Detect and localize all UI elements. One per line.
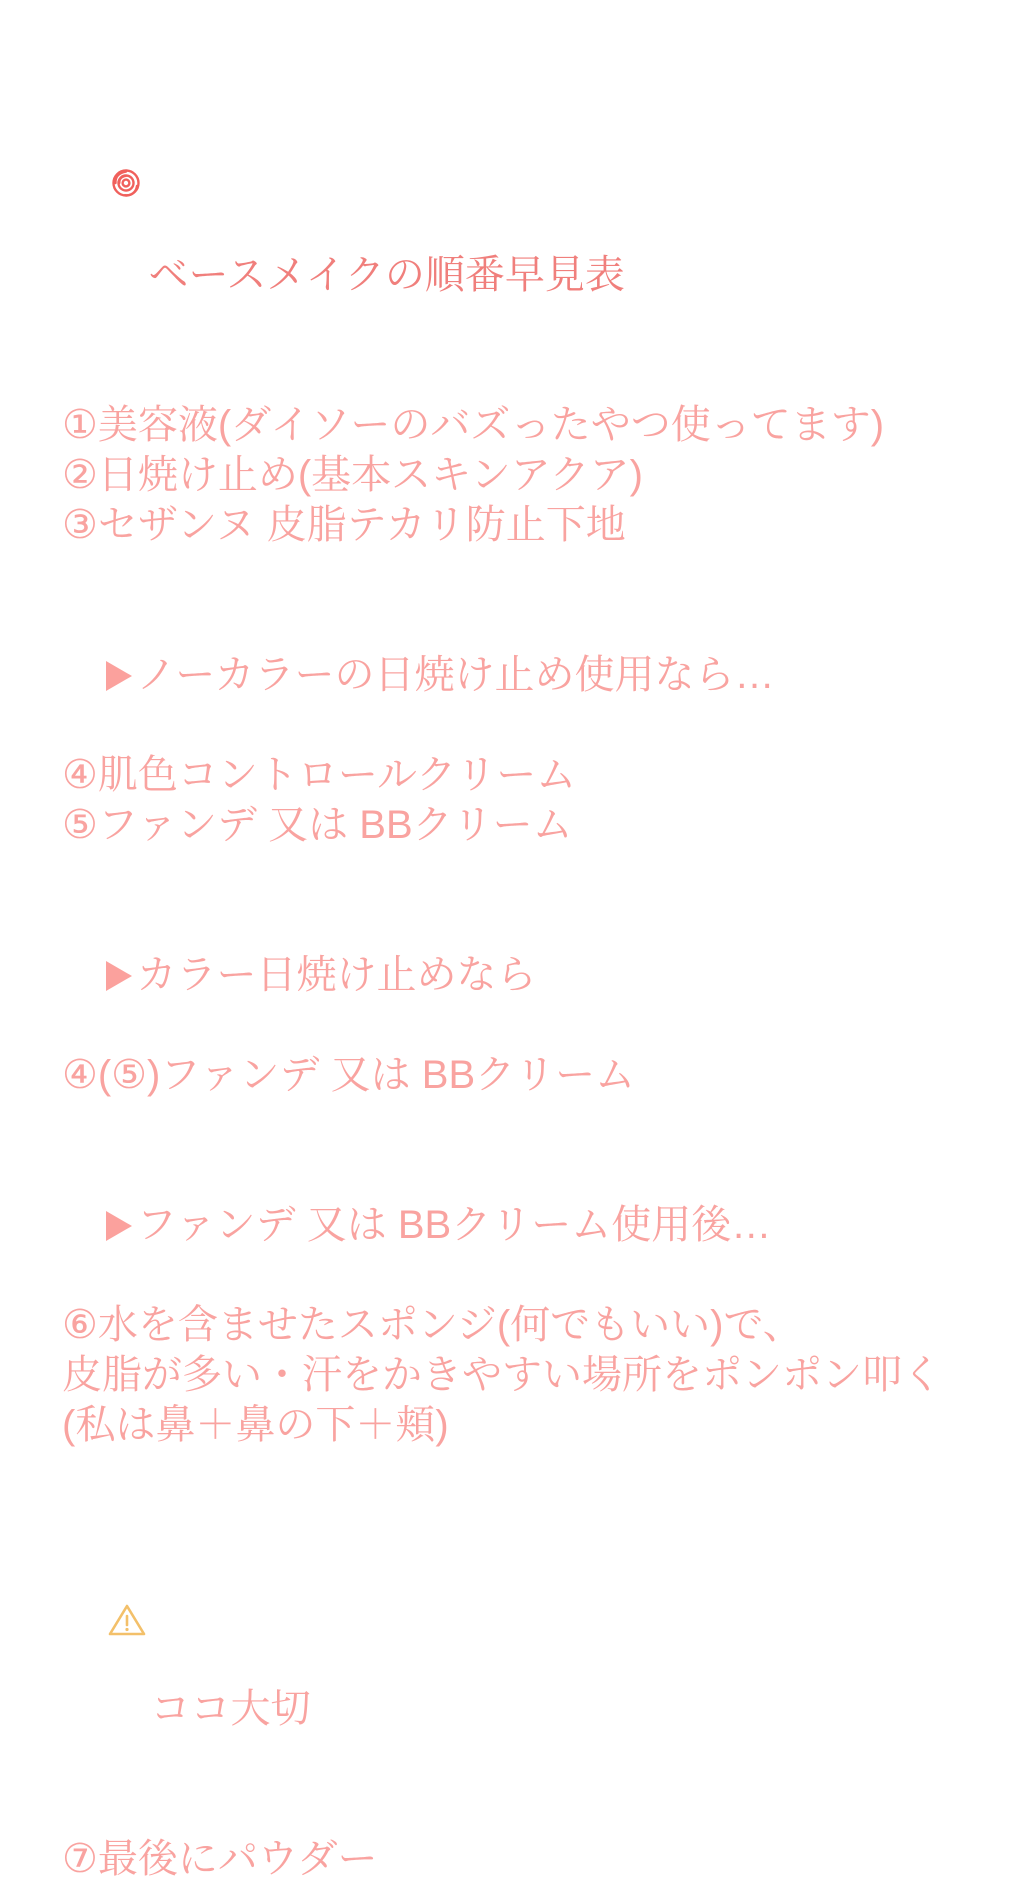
step-4-5-text: ④(⑤)ファンデ 又は BBクリーム (62, 1053, 636, 1097)
rose-icon (106, 64, 146, 104)
spacer (0, 350, 1024, 400)
title-text: ベースメイクの順番早見表 (148, 253, 625, 297)
section-after-foundation (0, 1150, 1024, 1300)
step-7-text: ⑦最後にパウダー (62, 1837, 378, 1881)
section-color-sunscreen-text: カラー日焼け止めなら (136, 953, 537, 997)
step-6-detail-text: 皮脂が多い・汗をかきやすい場所をポンポン叩く (62, 1353, 942, 1397)
step-6-note-text: (私は鼻＋鼻の下＋頬) (62, 1403, 449, 1447)
spacer (0, 1100, 1024, 1150)
step-6 (0, 1300, 1024, 1350)
step-5-text: ⑤ファンデ 又は BBクリーム (62, 803, 573, 847)
triangle-bullet-icon (106, 1211, 132, 1241)
step-6-text: ⑥水を含ませたスポンジ(何でもいい)で、 (62, 1303, 803, 1347)
step-7 (0, 1834, 1024, 1884)
step-1 (0, 400, 1024, 450)
step-4-5 (0, 1050, 1024, 1100)
step-5 (0, 800, 1024, 850)
step-1-text: ①美容液(ダイソーのバズったやつ使ってます) (62, 403, 885, 447)
spacer (0, 850, 1024, 900)
important-note-text: ココ大切 (150, 1687, 311, 1731)
step-4-text: ④肌色コントロールクリーム (62, 753, 577, 797)
step-6-note (0, 1400, 1024, 1450)
step-2 (0, 450, 1024, 500)
step-2-text: ②日焼け止め(基本スキンアクア) (62, 453, 643, 497)
warning-icon (106, 1500, 148, 1540)
section-no-color-sunscreen (0, 600, 1024, 750)
triangle-bullet-icon (106, 961, 132, 991)
step-4 (0, 750, 1024, 800)
section-color-sunscreen (0, 900, 1024, 1050)
spacer (0, 550, 1024, 600)
spacer (0, 1784, 1024, 1834)
step-3 (0, 500, 1024, 550)
section-no-color-sunscreen-text: ノーカラーの日焼け止め使用なら… (136, 653, 775, 697)
important-note (0, 1450, 1024, 1784)
section-after-foundation-text: ファンデ 又は BBクリーム使用後… (136, 1203, 772, 1247)
triangle-bullet-icon (106, 661, 132, 691)
step-3-text: ③セザンヌ 皮脂テカリ防止下地 (62, 503, 626, 547)
step-6-detail (0, 1350, 1024, 1400)
page-title (0, 14, 1024, 350)
